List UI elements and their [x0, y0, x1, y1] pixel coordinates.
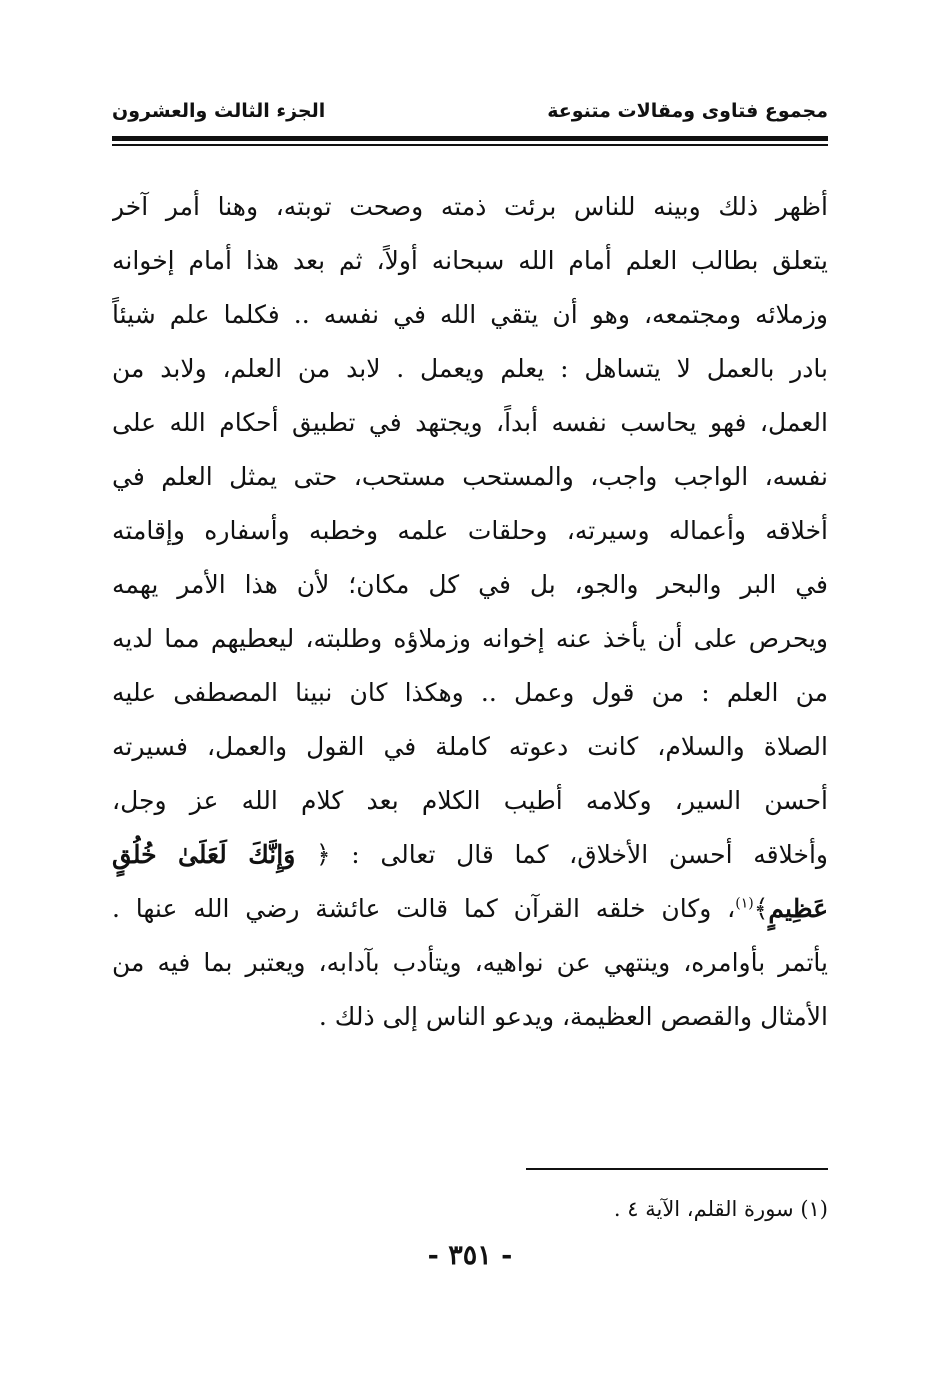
text-line: أظهر ذلك وبينه للناس برئت ذمته وصحت توبته، وهنا أمر آخر: [112, 192, 828, 221]
running-header: [112, 96, 828, 130]
text-line: يتعلق بطالب العلم أمام الله سبحانه أولاً، ثم بعد هذا أمام إخوانه: [112, 246, 828, 275]
volume-label: الجزء الثالث والعشرون: [112, 100, 326, 122]
text-line: ويحرص على أن يأخذ عنه إخوانه وزملاؤه وطلبته، ليعطيهم مما لديه: [112, 624, 828, 653]
text-line-last: الأمثال والقصص العظيمة، ويدعو الناس إلى ذلك .: [318, 1002, 828, 1031]
quran-close-bracket: ﴾: [753, 894, 769, 923]
header-rule-thin: [112, 144, 828, 146]
text-line: نفسه، الواجب واجب، والمستحب مستحب، حتى يمثل العلم في: [112, 462, 828, 491]
text-line: من العلم : من قول وعمل .. وهكذا كان نبينا المصطفى عليه: [112, 678, 828, 707]
line-suffix: ، وكان خلقه القرآن كما قالت عائشة رضي الله عنها .: [112, 894, 736, 923]
footnote-separator: [526, 1168, 828, 1170]
footnote-marker[interactable]: (١): [735, 895, 754, 912]
header-rule-thick: [112, 136, 828, 141]
text-line: يأتمر بأوامره، وينتهي عن نواهيه، ويتأدب بآدابه، ويعتبر بما فيه من: [112, 948, 828, 977]
line-prefix: وأخلاقه أحسن الأخلاق، كما قال تعالى : ﴿: [315, 840, 828, 869]
text-line: وزملائه ومجتمعه، وهو أن يتقي الله في نفسه .. فكلما علم شيئاً: [112, 300, 828, 329]
text-line: أخلاقه وأعماله وسيرته، وحلقات علمه وخطبه وأسفاره وإقامته: [112, 516, 828, 545]
text-line: العمل، فهو يحاسب نفسه أبداً، ويجتهد في تطبيق أحكام الله على: [112, 408, 828, 437]
body-text: [112, 180, 828, 1044]
text-line: في البر والبحر والجو، بل في كل مكان؛ لأن هذا الأمر يهمه: [112, 570, 828, 599]
text-line-quran-start: [112, 828, 828, 882]
footnote: (١) سورة القلم، الآية ٤ .: [613, 1197, 828, 1221]
quran-verse-part2: عَظِيمٍ: [768, 894, 828, 923]
page-number: - ٣٥١ -: [427, 1240, 513, 1271]
text-line: أحسن السير، وكلامه أطيب الكلام بعد كلام الله عز وجل،: [112, 786, 828, 815]
quran-verse-part1: وَإِنَّكَ لَعَلَىٰ خُلُقٍ: [112, 840, 296, 869]
text-line: بادر بالعمل لا يتساهل : يعلم ويعمل . لابد من العلم، ولابد من: [112, 354, 828, 383]
text-line: الصلاة والسلام، كانت دعوته كاملة في القول والعمل، فسيرته: [112, 732, 828, 761]
text-line-quran-end: [112, 882, 828, 936]
book-title: مجموع فتاوى ومقالات متنوعة: [547, 100, 828, 122]
